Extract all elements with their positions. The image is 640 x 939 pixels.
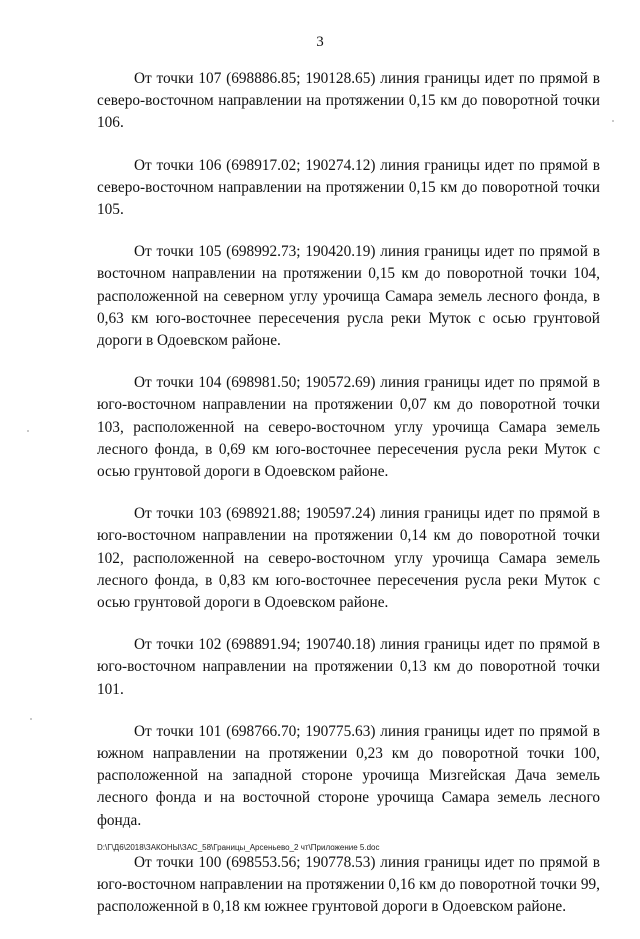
file-path-footer: D:\Г\Д6\2018\ЗАКОНЫ\ЗАС_58\Границы_Арсеньево_2 чт\Приложение 5.doc (97, 843, 380, 852)
paragraph-point-104: От точки 104 (698981.50; 190572.69) линия границы идет по прямой в юго-восточном направлении на протяжении 0,07 км до поворотной точки 103, расположенной на северо-восточном углу урочища Самара земель лесного фонда, в 0,69 км юго-восточнее пересечения русла реки Муток с осью грунтовой дороги в Одоевском районе. (97, 374, 600, 481)
paragraph-point-105: От точки 105 (698992.73; 190420.19) линия границы идет по прямой в восточном направлении на протяжении 0,15 км до поворотной точки 104, расположенной на северном углу урочища Самара земель лесного фонда, в 0,63 км юго-восточнее пересечения русла реки Муток с осью грунтовой дороги в Одоевском районе. (97, 243, 600, 350)
scan-speck (612, 120, 614, 122)
page-number: 3 (316, 34, 324, 50)
paragraph-point-103: От точки 103 (698921.88; 190597.24) линия границы идет по прямой в юго-восточном направлении на протяжении 0,14 км до поворотной точки 102, расположенной на северо-восточном углу урочища Самара земель лесного фонда, в 0,83 км юго-восточнее пересечения русла реки Муток с осью грунтовой дороги в Одоевском районе. (97, 505, 600, 612)
paragraph-point-102: От точки 102 (698891.94; 190740.18) линия границы идет по прямой в юго-восточном направлении на протяжении 0,13 км до поворотной точки 101. (97, 636, 600, 698)
paragraph-point-101: От точки 101 (698766.70; 190775.63) линия границы идет по прямой в южном направлении на протяжении 0,23 км до поворотной точки 100, расположенной на западной стороне урочища Мизгейская Дача земель лесного фонда и на восточной стороне урочища Самара земель лесного фонда. (97, 722, 600, 829)
scan-speck (30, 718, 32, 720)
paragraph-point-106: От точки 106 (698917.02; 190274.12) линия границы идет по прямой в северо-восточном направлении на протяжении 0,15 км до поворотной точки 105. (97, 156, 600, 219)
paragraph-point-107: От точки 107 (698886.85; 190128.65) линия границы идет по прямой в северо-восточном направлении на протяжении 0,15 км до поворотной точки 106. (97, 70, 600, 132)
paragraph-point-100: От точки 100 (698553.56; 190778.53) линия границы идет по прямой в юго-восточном направлении на протяжении 0,16 км до поворотной точки 99, расположенной в 0,18 км южнее грунтовой дороги в Одоевском районе. (97, 853, 600, 916)
scan-speck (27, 430, 29, 432)
document-body (97, 68, 600, 939)
